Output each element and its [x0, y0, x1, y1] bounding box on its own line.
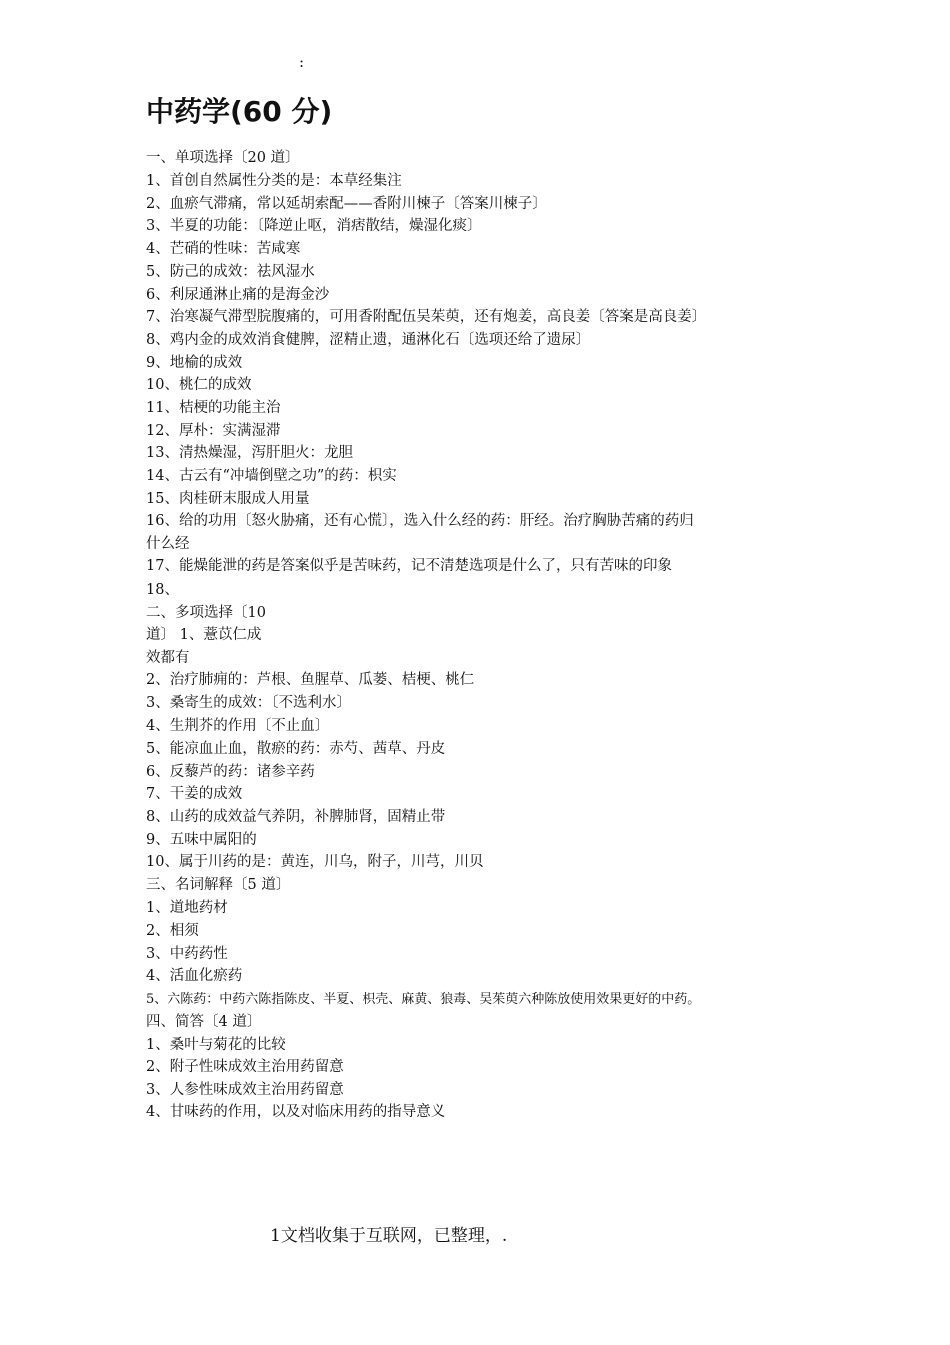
list-item: 4、生荆芥的作用〔不止血〕: [146, 718, 330, 734]
list-item: 5、防己的成效：祛风湿水: [146, 264, 315, 280]
list-item: 3、人参性味成效主治用药留意: [146, 1082, 344, 1098]
list-item: 14、古云有“冲墙倒壁之功”的药：枳实: [146, 468, 397, 484]
list-item: 18、: [146, 582, 179, 598]
list-item: 5、六陈药：中药六陈指陈皮、半夏、枳壳、麻黄、狼毒、吴茱萸六种陈放使用效果更好的中药。: [146, 992, 701, 1007]
list-item: 13、清热燥湿，泻肝胆火：龙胆: [146, 445, 353, 461]
list-item: 6、反藜芦的药：诸参辛药: [146, 764, 315, 780]
list-item: 3、中药药性: [146, 946, 228, 962]
list-item: 4、活血化瘀药: [146, 968, 243, 984]
list-item: 2、治疗肺痈的：芦根、鱼腥草、瓜蒌、桔梗、桃仁: [146, 672, 475, 688]
list-item: 9、五味中属阳的: [146, 832, 257, 848]
list-item: 6、利尿通淋止痛的是海金沙: [146, 287, 330, 303]
list-item: 8、鸡内金的成效消食健脾，涩精止遗，通淋化石〔选项还给了遗尿〕: [146, 332, 591, 348]
page-title: 中药学(60 分): [146, 95, 333, 128]
section-heading-multiple-choice: 二、多项选择〔10: [146, 605, 266, 621]
page-footer: 1文档收集于互联网，已整理，.: [270, 1226, 508, 1246]
list-item: 12、厚朴：实满湿滞: [146, 423, 281, 439]
list-item: 5、能凉血止血，散瘀的药：赤芍、茜草、丹皮: [146, 741, 446, 757]
list-item: 7、治寒凝气滞型脘腹痛的，可用香附配伍吴茱萸，还有炮姜，高良姜〔答案是高良姜〕: [146, 309, 707, 325]
list-item: 2、相须: [146, 923, 199, 939]
list-item: 3、桑寄生的成效：〔不选利水〕: [146, 695, 351, 711]
list-item: 2、血瘀气滞痛，常以延胡索配——香附川楝子〔答案川楝子〕: [146, 196, 547, 212]
list-item: 4、甘味药的作用，以及对临床用药的指导意义: [146, 1104, 446, 1120]
list-item: 10、属于川药的是：黄连，川乌，附子，川芎，川贝: [146, 854, 484, 870]
list-item: 1、首创自然属性分类的是：本草经集注: [146, 173, 402, 189]
list-item: 道〕 1、薏苡仁成: [146, 627, 262, 643]
list-item: 8、山药的成效益气养阴，补脾肺肾，固精止带: [146, 809, 446, 825]
list-item: 1、道地药材: [146, 900, 228, 916]
list-item: 4、芒硝的性味：苦咸寒: [146, 241, 301, 257]
list-item: 9、地榆的成效: [146, 355, 243, 371]
list-item: 2、附子性味成效主治用药留意: [146, 1059, 344, 1075]
section-heading-short-answer: 四、简答〔4 道〕: [146, 1014, 262, 1030]
list-item: 16、给的功用〔怒火胁痛，还有心慌〕，选入什么经的药：肝经。治疗胸胁苦痛的药归: [146, 513, 694, 529]
list-item: 1、桑叶与菊花的比较: [146, 1037, 286, 1053]
list-item: 7、干姜的成效: [146, 786, 243, 802]
list-item: 什么经: [146, 536, 190, 552]
list-item: 15、肉桂研末服成人用量: [146, 491, 310, 507]
section-heading-single-choice: 一、单项选择〔20 道〕: [146, 150, 300, 166]
header-mark: :: [299, 53, 305, 71]
section-heading-definitions: 三、名词解释〔5 道〕: [146, 877, 291, 893]
list-item: 11、桔梗的功能主治: [146, 400, 281, 416]
list-item: 3、半夏的功能：〔降逆止呕，消痞散结，燥湿化痰〕: [146, 218, 482, 234]
list-item: 10、桃仁的成效: [146, 377, 252, 393]
list-item: 效都有: [146, 650, 190, 666]
list-item: 17、能燥能泄的药是答案似乎是苦味药，记不清楚选项是什么了，只有苦味的印象: [146, 558, 672, 574]
